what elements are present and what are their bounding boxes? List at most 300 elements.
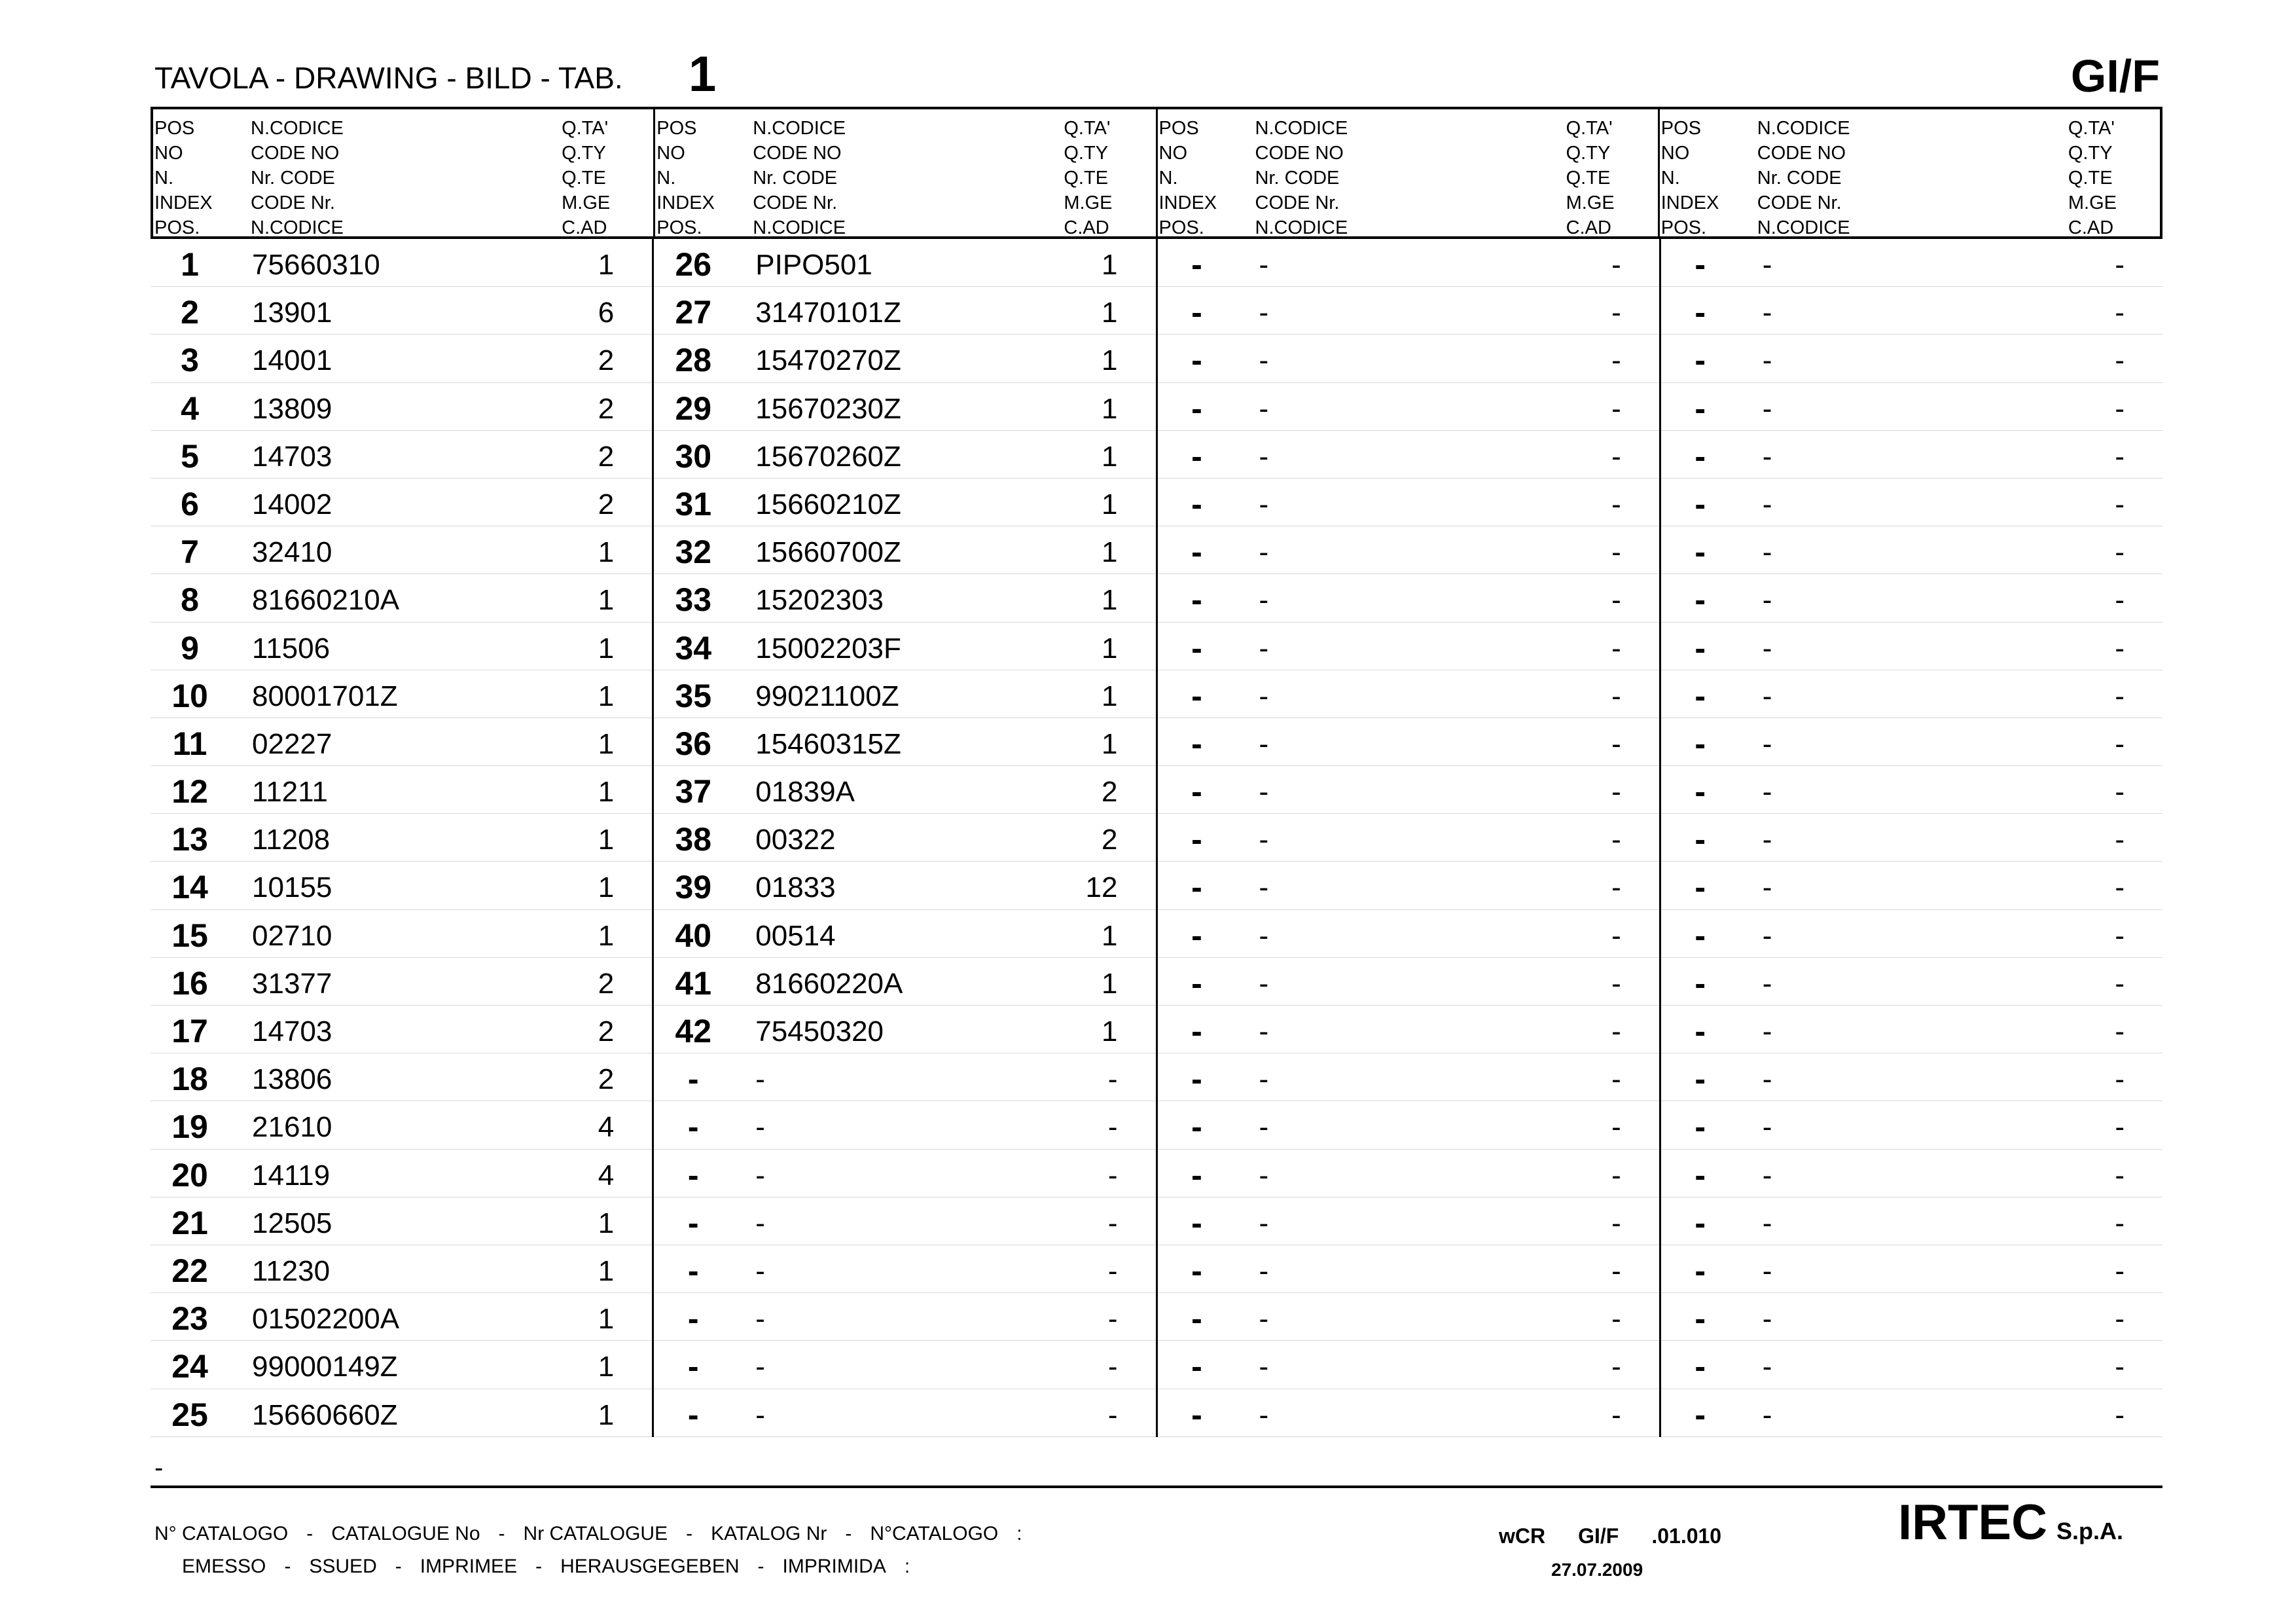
- position-number: -: [1695, 1156, 1706, 1194]
- table-row: [1661, 1150, 2162, 1197]
- part-code: 32410: [252, 536, 332, 569]
- parts-column: [151, 239, 652, 1437]
- part-code: 11208: [252, 824, 331, 856]
- part-code: -: [1762, 1015, 1772, 1048]
- part-code: PIPO501: [755, 249, 872, 281]
- part-quantity: -: [2115, 297, 2125, 329]
- header-label: M.GE: [1064, 192, 1113, 213]
- part-code: 15202303: [755, 584, 884, 617]
- part-code: 21610: [252, 1111, 332, 1144]
- part-code: -: [1259, 1111, 1269, 1144]
- part-code: -: [1259, 871, 1269, 904]
- table-row: [151, 1101, 652, 1149]
- header-label: N.: [154, 168, 173, 189]
- part-quantity: 2: [598, 440, 615, 473]
- part-code: -: [1259, 536, 1269, 569]
- part-code: 14119: [252, 1159, 331, 1192]
- position-number: 14: [171, 869, 208, 906]
- header-label: POS: [1660, 118, 1701, 139]
- position-number: 6: [181, 485, 199, 522]
- table-row: [1661, 1006, 2162, 1053]
- position-number: -: [1191, 1061, 1202, 1098]
- position-number: -: [687, 1252, 699, 1289]
- part-code: -: [1762, 440, 1772, 473]
- table-row: [151, 814, 652, 862]
- table-row: [1661, 1389, 2162, 1437]
- part-quantity: -: [2115, 680, 2125, 712]
- part-code: -: [1762, 392, 1772, 425]
- part-quantity: 1: [598, 1303, 615, 1336]
- part-quantity: -: [1107, 1398, 1118, 1431]
- part-quantity: 4: [598, 1111, 615, 1144]
- part-code: 75450320: [755, 1015, 884, 1048]
- table-row: [1661, 287, 2162, 335]
- part-code: 00322: [755, 824, 836, 856]
- position-number: -: [1695, 677, 1706, 714]
- part-code: 81660210A: [252, 584, 400, 617]
- table-row: [1661, 1197, 2162, 1245]
- header-qty-labels: [562, 116, 610, 240]
- header-label: C.AD: [1566, 217, 1611, 238]
- position-number: 4: [181, 390, 199, 427]
- table-row: [151, 910, 652, 958]
- part-quantity: -: [1107, 1063, 1118, 1096]
- position-number: -: [687, 1108, 699, 1146]
- part-quantity: 1: [598, 1254, 615, 1287]
- issued-label: HERAUSGEGEBEN: [560, 1556, 740, 1577]
- part-quantity: -: [1107, 1351, 1118, 1383]
- part-code: -: [1259, 632, 1269, 665]
- table-row: [151, 383, 652, 431]
- part-quantity: -: [2115, 776, 2125, 809]
- part-code: 11230: [252, 1254, 331, 1287]
- table-row: [1158, 1197, 1659, 1245]
- position-number: 31: [675, 485, 712, 522]
- part-quantity: 2: [598, 1015, 615, 1048]
- position-number: 38: [675, 821, 712, 858]
- part-quantity: 1: [1102, 488, 1118, 520]
- header-label: NO: [1660, 143, 1690, 164]
- position-number: -: [1191, 821, 1202, 858]
- position-number: 24: [171, 1348, 208, 1385]
- position-number: 19: [171, 1108, 208, 1146]
- part-code: 13809: [252, 392, 332, 425]
- part-code: -: [1259, 1351, 1269, 1383]
- header-label: Q.TA': [1566, 118, 1613, 139]
- part-code: -: [1762, 1351, 1772, 1383]
- part-code: 15660700Z: [755, 536, 901, 569]
- part-quantity: -: [1611, 1159, 1621, 1192]
- header-label: Q.TE: [1064, 168, 1109, 189]
- header-label: M.GE: [1566, 192, 1615, 213]
- part-quantity: -: [1107, 1159, 1118, 1192]
- part-quantity: 2: [598, 967, 615, 1000]
- header-label: Q.TE: [1566, 168, 1611, 189]
- table-row: [151, 1150, 652, 1197]
- part-quantity: -: [2115, 1207, 2125, 1239]
- position-number: 7: [181, 534, 199, 571]
- table-row: [1158, 1150, 1659, 1197]
- table-row: [151, 1341, 652, 1389]
- table-row: [1158, 862, 1659, 909]
- part-code: 15670230Z: [755, 392, 901, 425]
- position-number: -: [1695, 390, 1706, 427]
- header-label: Nr. CODE: [1255, 168, 1340, 189]
- header-label: NO: [656, 143, 685, 164]
- part-quantity: 1: [598, 871, 615, 904]
- part-code: -: [1259, 919, 1269, 952]
- part-quantity: 1: [598, 776, 615, 809]
- table-row: [1661, 383, 2162, 431]
- part-code: -: [1762, 1398, 1772, 1431]
- header-label: INDEX: [1158, 192, 1217, 213]
- part-quantity: 1: [1102, 584, 1118, 617]
- table-row: [151, 1293, 652, 1341]
- part-code: -: [755, 1351, 765, 1383]
- table-row: [151, 623, 652, 670]
- header-label: POS: [656, 118, 697, 139]
- table-row: [1661, 670, 2162, 718]
- header-label: Q.TA': [562, 118, 609, 139]
- table-row: [1158, 1245, 1659, 1293]
- title-bar: [154, 46, 2160, 105]
- position-number: -: [687, 1156, 699, 1194]
- issued-label: -: [395, 1556, 402, 1577]
- part-quantity: -: [1611, 297, 1621, 329]
- part-quantity: 1: [598, 632, 615, 665]
- issued-label: -: [535, 1556, 543, 1577]
- part-code: -: [1259, 1207, 1269, 1239]
- part-code: -: [1259, 824, 1269, 856]
- part-code: -: [1762, 967, 1772, 1000]
- table-row: [654, 431, 1155, 479]
- table-row: [654, 910, 1155, 958]
- part-quantity: -: [2115, 1111, 2125, 1144]
- part-quantity: -: [1611, 1398, 1621, 1431]
- part-code: -: [1762, 727, 1772, 760]
- part-quantity: 2: [598, 488, 615, 520]
- header-label: Q.TY: [1064, 143, 1109, 164]
- part-code: -: [1259, 392, 1269, 425]
- position-number: -: [1191, 677, 1202, 714]
- part-code: -: [1259, 1254, 1269, 1287]
- position-number: -: [1695, 1061, 1706, 1098]
- position-number: -: [1695, 342, 1706, 379]
- header-label: N.CODICE: [1255, 118, 1348, 139]
- catalog-label: N°CATALOGO: [870, 1523, 999, 1544]
- part-code: 01502200A: [252, 1303, 400, 1336]
- part-code: 14703: [252, 440, 332, 473]
- part-quantity: -: [2115, 824, 2125, 856]
- position-number: -: [1695, 534, 1706, 571]
- catalog-label: N° CATALOGO: [154, 1523, 289, 1544]
- position-number: -: [1695, 294, 1706, 331]
- part-quantity: -: [1611, 392, 1621, 425]
- part-code: -: [1259, 776, 1269, 809]
- parts-table-header: [151, 107, 2162, 239]
- table-row: [1158, 574, 1659, 622]
- position-number: -: [1695, 1108, 1706, 1146]
- catalog-label: -: [845, 1523, 852, 1544]
- position-number: -: [1191, 581, 1202, 619]
- table-row: [654, 1053, 1155, 1101]
- table-row: [151, 670, 652, 718]
- header-label: C.AD: [562, 217, 607, 238]
- reference-part: .01.010: [1651, 1524, 1722, 1548]
- part-code: 13901: [252, 297, 332, 329]
- part-quantity: 1: [1102, 297, 1118, 329]
- position-number: 41: [675, 964, 712, 1002]
- header-label: Nr. CODE: [1757, 168, 1842, 189]
- part-code: 15460315Z: [755, 727, 901, 760]
- issued-label: :: [904, 1556, 910, 1577]
- header-column: [153, 109, 653, 236]
- position-number: -: [1695, 1013, 1706, 1049]
- parts-column: [1156, 239, 1659, 1437]
- company-brand: [1898, 1494, 2123, 1551]
- position-number: 32: [675, 534, 712, 571]
- header-label: N.CODICE: [251, 118, 344, 139]
- header-label: N.CODICE: [251, 217, 344, 238]
- part-quantity: -: [2115, 536, 2125, 569]
- part-quantity: -: [2115, 249, 2125, 281]
- position-number: 30: [675, 437, 712, 475]
- part-quantity: 1: [1102, 727, 1118, 760]
- part-quantity: 1: [598, 584, 615, 617]
- series-code: GI/F: [2070, 50, 2160, 101]
- part-quantity: -: [1611, 967, 1621, 1000]
- position-number: -: [1191, 1348, 1202, 1385]
- position-number: 15: [171, 917, 208, 954]
- part-quantity: -: [2115, 727, 2125, 760]
- table-row: [1158, 431, 1659, 479]
- header-column: [653, 109, 1155, 236]
- table-row: [1661, 479, 2162, 526]
- part-code: -: [1762, 776, 1772, 809]
- part-code: 99000149Z: [252, 1351, 398, 1383]
- position-number: -: [1191, 1013, 1202, 1049]
- position-number: -: [1191, 437, 1202, 475]
- position-number: -: [1191, 485, 1202, 522]
- table-row: [654, 1341, 1155, 1389]
- part-quantity: -: [1611, 440, 1621, 473]
- part-code: -: [755, 1063, 765, 1096]
- part-quantity: -: [2115, 440, 2125, 473]
- table-row: [1661, 239, 2162, 287]
- parts-table: [151, 107, 2162, 1438]
- table-row: [1158, 287, 1659, 335]
- part-quantity: 1: [1102, 680, 1118, 712]
- part-quantity: 1: [598, 727, 615, 760]
- position-number: -: [1695, 437, 1706, 475]
- part-quantity: 1: [598, 919, 615, 952]
- part-quantity: 1: [1102, 249, 1118, 281]
- table-row: [1661, 623, 2162, 670]
- part-quantity: -: [2115, 632, 2125, 665]
- part-quantity: -: [1611, 776, 1621, 809]
- part-quantity: -: [2115, 1254, 2125, 1287]
- part-code: -: [1762, 344, 1772, 377]
- position-number: -: [1695, 725, 1706, 762]
- parts-column: [652, 239, 1155, 1437]
- table-row: [654, 766, 1155, 814]
- table-row: [654, 1197, 1155, 1245]
- part-code: -: [1762, 536, 1772, 569]
- table-row: [654, 1293, 1155, 1341]
- position-number: 40: [675, 917, 712, 954]
- table-row: [1661, 574, 2162, 622]
- position-number: 34: [675, 629, 712, 666]
- position-number: -: [1191, 917, 1202, 954]
- table-row: [654, 1006, 1155, 1053]
- position-number: -: [1695, 1300, 1706, 1338]
- header-label: Q.TA': [1064, 118, 1111, 139]
- header-column: [1156, 109, 1658, 236]
- part-code: -: [1762, 297, 1772, 329]
- part-code: -: [1259, 1015, 1269, 1048]
- part-quantity: 1: [598, 1351, 615, 1383]
- issued-label: IMPRIMEE: [420, 1556, 518, 1577]
- table-row: [654, 526, 1155, 574]
- header-label: N.CODICE: [753, 217, 846, 238]
- part-quantity: 1: [1102, 1015, 1118, 1048]
- part-quantity: -: [2115, 967, 2125, 1000]
- position-number: -: [1695, 964, 1706, 1002]
- position-number: 39: [675, 869, 712, 906]
- position-number: 3: [181, 342, 199, 379]
- part-quantity: 1: [598, 536, 615, 569]
- position-number: -: [1695, 1252, 1706, 1289]
- part-code: -: [755, 1398, 765, 1431]
- position-number: -: [1695, 821, 1706, 858]
- catalog-label: -: [498, 1523, 505, 1544]
- part-code: 14703: [252, 1015, 332, 1048]
- part-code: -: [1762, 1159, 1772, 1192]
- table-row: [654, 623, 1155, 670]
- page-mark: -: [154, 1453, 164, 1482]
- position-number: -: [1191, 1108, 1202, 1146]
- header-qty-labels: [2068, 116, 2117, 240]
- header-label: Q.TE: [562, 168, 606, 189]
- header-label: CODE NO: [251, 143, 340, 164]
- table-row: [151, 958, 652, 1006]
- catalog-label: CATALOGUE No: [331, 1523, 480, 1544]
- header-label: N.: [656, 168, 676, 189]
- catalog-label: -: [306, 1523, 314, 1544]
- header-label: N.: [1158, 168, 1178, 189]
- position-number: -: [687, 1348, 699, 1385]
- part-code: 31377: [252, 967, 332, 1000]
- header-label: N.: [1660, 168, 1680, 189]
- header-label: Nr. CODE: [753, 168, 838, 189]
- table-row: [1158, 1293, 1659, 1341]
- position-number: 12: [171, 773, 208, 811]
- part-quantity: -: [1107, 1111, 1118, 1144]
- part-code: 01833: [755, 871, 836, 904]
- position-number: 42: [675, 1013, 712, 1049]
- part-code: -: [1762, 919, 1772, 952]
- part-quantity: -: [1611, 1254, 1621, 1287]
- table-row: [654, 670, 1155, 718]
- header-label: Nr. CODE: [251, 168, 335, 189]
- position-number: -: [1191, 534, 1202, 571]
- position-number: -: [1191, 1396, 1202, 1433]
- position-number: -: [1191, 1204, 1202, 1241]
- part-code: -: [755, 1111, 765, 1144]
- table-row: [151, 574, 652, 622]
- position-number: -: [1695, 773, 1706, 811]
- header-label: NO: [154, 143, 183, 164]
- part-code: -: [1762, 824, 1772, 856]
- table-row: [151, 335, 652, 382]
- header-label: CODE Nr.: [251, 192, 335, 213]
- part-quantity: -: [2115, 392, 2125, 425]
- part-quantity: 2: [598, 1063, 615, 1096]
- table-row: [151, 1197, 652, 1245]
- table-row: [654, 814, 1155, 862]
- table-row: [1661, 862, 2162, 909]
- header-pos-labels: [656, 116, 715, 240]
- part-code: -: [1762, 1303, 1772, 1336]
- part-code: 14001: [252, 344, 332, 377]
- table-row: [1158, 1006, 1659, 1053]
- part-code: -: [755, 1207, 765, 1239]
- part-code: 15002203F: [755, 632, 901, 665]
- part-quantity: 1: [1102, 440, 1118, 473]
- part-code: 12505: [252, 1207, 332, 1239]
- header-label: C.AD: [1064, 217, 1109, 238]
- part-quantity: -: [1611, 344, 1621, 377]
- part-quantity: 6: [598, 297, 615, 329]
- position-number: 33: [675, 581, 712, 619]
- position-number: -: [1191, 390, 1202, 427]
- issued-label: IMPRIMIDA: [782, 1556, 886, 1577]
- part-quantity: -: [2115, 488, 2125, 520]
- table-row: [1661, 431, 2162, 479]
- position-number: 26: [675, 246, 712, 283]
- part-quantity: 1: [1102, 919, 1118, 952]
- position-number: 28: [675, 342, 712, 379]
- issue-date: 27.07.2009: [1551, 1559, 1643, 1580]
- part-quantity: -: [1611, 727, 1621, 760]
- position-number: 37: [675, 773, 712, 811]
- position-number: 13: [171, 821, 208, 858]
- position-number: -: [687, 1396, 699, 1433]
- part-quantity: -: [1611, 536, 1621, 569]
- table-row: [151, 479, 652, 526]
- part-code: 01839A: [755, 776, 855, 809]
- position-number: -: [1191, 342, 1202, 379]
- header-label: M.GE: [562, 192, 611, 213]
- issued-label: SSUED: [309, 1556, 377, 1577]
- position-number: -: [1191, 725, 1202, 762]
- part-quantity: 1: [1102, 536, 1118, 569]
- table-row: [151, 431, 652, 479]
- part-quantity: -: [1611, 1207, 1621, 1239]
- part-code: 00514: [755, 919, 836, 952]
- header-code-labels: [753, 116, 846, 240]
- part-quantity: -: [1611, 919, 1621, 952]
- issued-line: [154, 1556, 928, 1578]
- part-code: 11211: [252, 776, 328, 809]
- part-quantity: -: [1611, 584, 1621, 617]
- part-code: 10155: [252, 871, 332, 904]
- part-quantity: -: [1611, 488, 1621, 520]
- part-code: -: [1762, 1063, 1772, 1096]
- part-code: 02227: [252, 727, 332, 760]
- position-number: 11: [172, 725, 207, 762]
- part-quantity: -: [2115, 1351, 2125, 1383]
